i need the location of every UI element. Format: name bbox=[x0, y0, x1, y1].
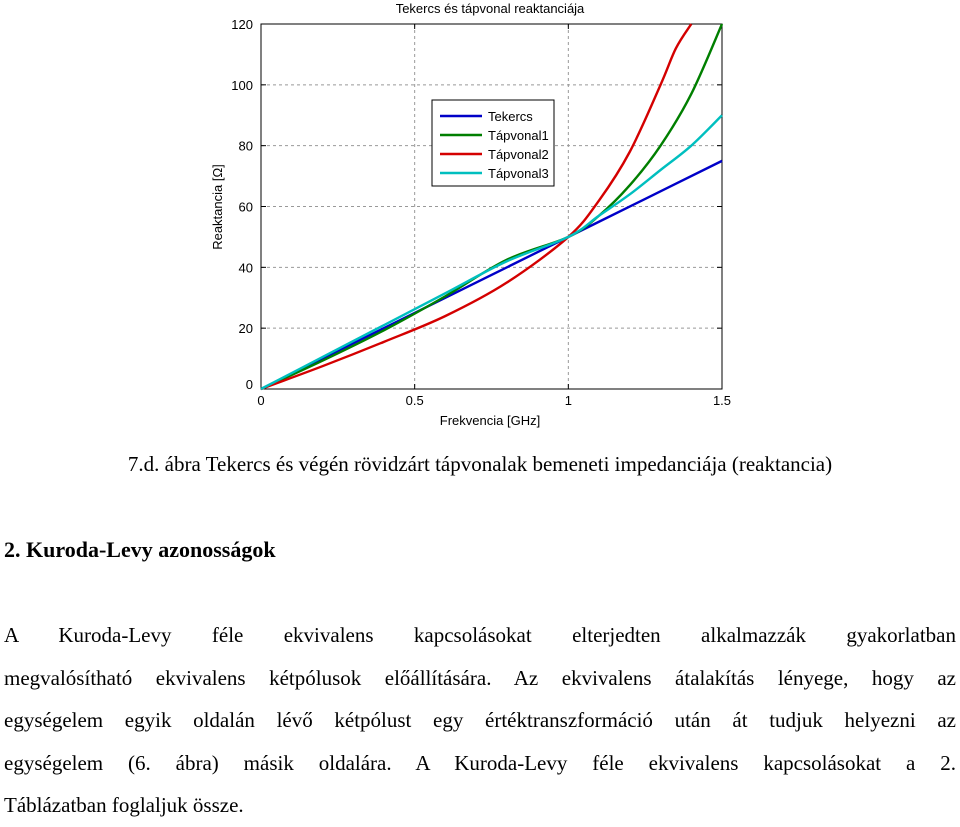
legend-label: Tápvonal1 bbox=[488, 128, 549, 143]
chart-legend bbox=[432, 100, 554, 186]
y-tick-label: 60 bbox=[238, 199, 253, 215]
chart-title: Tekercs és tápvonal reaktanciája bbox=[395, 1, 585, 16]
paragraph-line: Táblázatban foglaljuk össze. bbox=[4, 793, 244, 817]
grid-layer bbox=[261, 24, 722, 389]
x-tick-label: 1.5 bbox=[712, 393, 732, 408]
x-tick-label: 0.5 bbox=[405, 393, 424, 408]
series-line bbox=[261, 24, 691, 389]
x-axis-label: Frekvencia [GHz] bbox=[439, 413, 541, 428]
y-tick-label: 80 bbox=[238, 138, 253, 154]
y-axis-label: Reaktancia [Ω] bbox=[210, 164, 225, 250]
x-tick-label: 0 bbox=[257, 393, 265, 408]
legend-label: Tápvonal3 bbox=[488, 166, 549, 181]
legend-label: Tekercs bbox=[488, 109, 533, 124]
y-tick-label: 0 bbox=[245, 377, 253, 392]
tick-layer bbox=[231, 17, 731, 408]
series-line bbox=[261, 161, 722, 389]
paragraph-line: A Kuroda-Levy féle ekvivalens kapcsolásokat elterjedten alkalmazzák gyakorlatban bbox=[4, 623, 956, 647]
paragraph-line: megvalósítható ekvivalens kétpólusok előállítására. Az ekvivalens átalakítás lényege, hogy az bbox=[4, 665, 956, 690]
legend-label: Tápvonal2 bbox=[488, 147, 549, 162]
paragraph bbox=[4, 614, 956, 827]
figure-caption: 7.d. ábra Tekercs és végén rövidzárt tápvonalak bemeneti impedanciája (reaktancia) bbox=[127, 452, 833, 476]
y-tick-label: 120 bbox=[231, 17, 253, 32]
x-tick-label: 1 bbox=[564, 393, 572, 408]
section-heading: 2. Kuroda-Levy azonosságok bbox=[4, 537, 276, 562]
paragraph-line: egységelem (6. ábra) másik oldalára. A Kuroda-Levy féle ekvivalens kapcsolásokat a 2. bbox=[4, 750, 956, 775]
y-tick-label: 100 bbox=[231, 77, 253, 93]
y-tick-label: 20 bbox=[238, 321, 253, 337]
y-tick-label: 40 bbox=[238, 260, 253, 276]
paragraph-line: egységelem egyik oldalán lévő kétpólust egy értéktranszformáció után át tudjuk helyezni az bbox=[4, 708, 956, 732]
